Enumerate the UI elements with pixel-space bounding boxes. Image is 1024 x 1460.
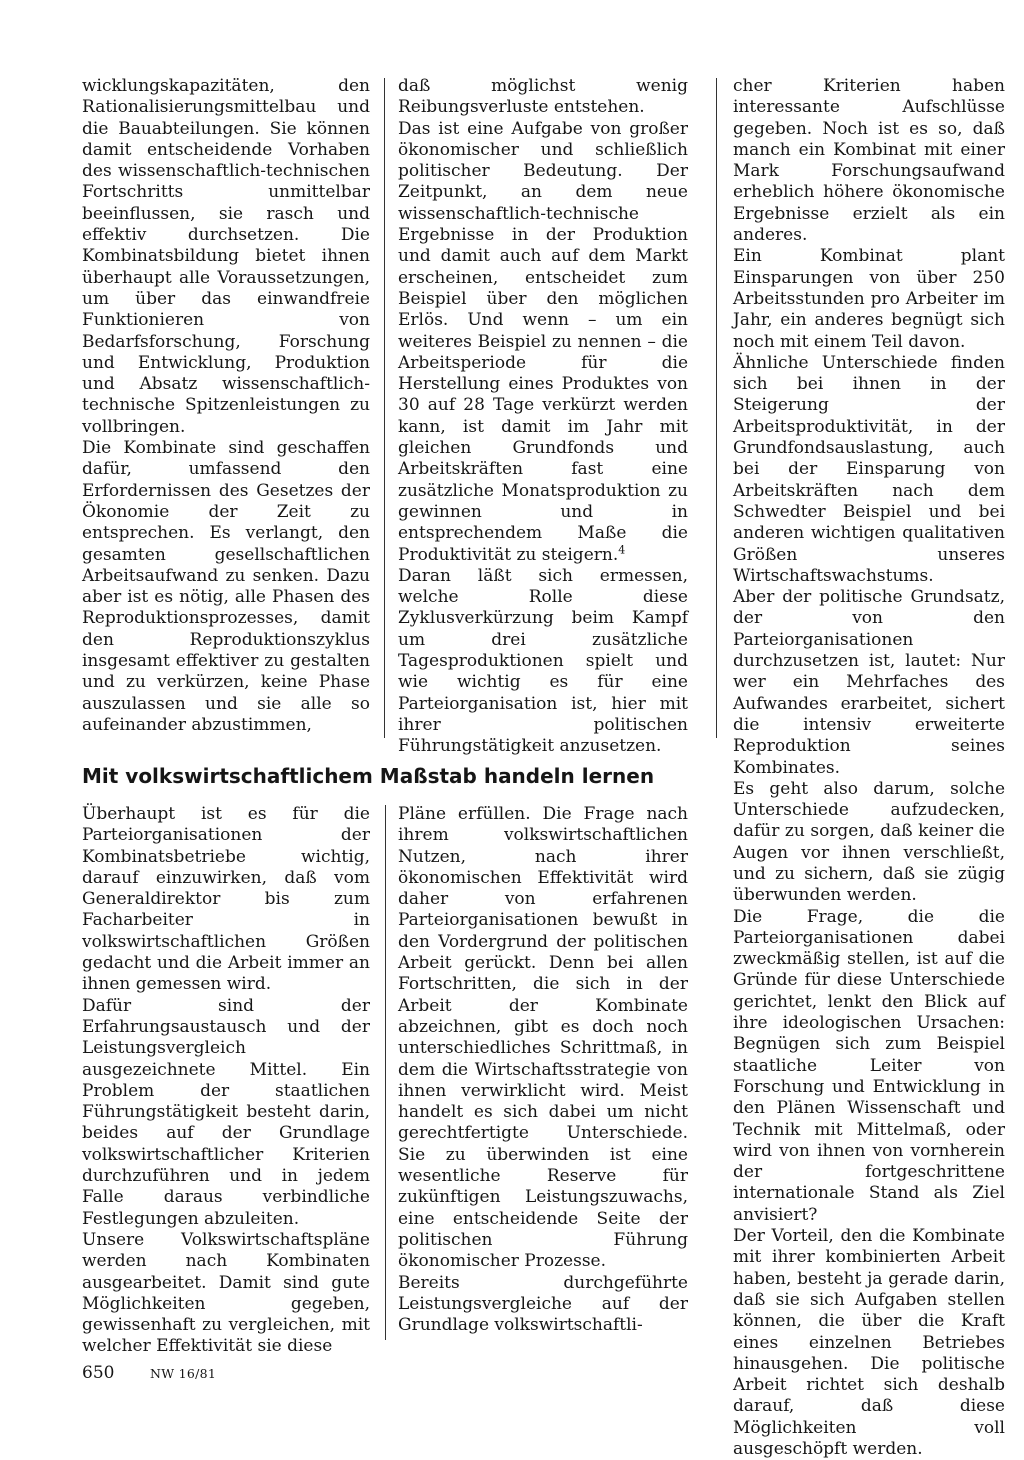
paragraph: Die Frage, die die Parteiorganisationen dabei zweckmäßig stellen, ist auf die Gründe für diese Unterschiede gerichtet, lenkt den Blick auf ihre ideologischen Ursachen: Begnügen sich zum Beispiel staatliche Leiter von Forschung und Entwicklung in den Plänen Wissenschaft und Technik mit Mittelmaß, oder wird von ihnen von vornherein der fortgeschrittene internationale Stand als Ziel anvisiert?: [733, 906, 1005, 1225]
section-heading: Mit volkswirtschaftlichem Maßstab handeln lernen: [82, 764, 655, 788]
paragraph: Aber der politische Grundsatz, der von den Parteiorganisationen durchzusetzen ist, lautet: Nur wer ein Mehrfaches des Aufwandes erarbeitet, sichert die intensiv erweiterte Reproduktion seines Kombinates.: [733, 587, 1005, 778]
page-number: 650: [82, 1363, 115, 1383]
paragraph: cher Kriterien haben interessante Aufschlüsse gegeben. Noch ist es so, daß manch ein Kombinat mit einer Mark Forschungsaufwand erheblich höhere ökonomische Ergebnisse erzielt als ein anderes.: [733, 76, 1005, 246]
paragraph: Pläne erfüllen. Die Frage nach ihrem volkswirtschaftlichen Nutzen, nach ihrer ökonomischen Effektivität wird daher von erfahrenen Parteiorganisationen bewußt in den Vordergrund der politischen Arbeit gerückt. Denn bei allen Fortschritten, die sich in der Arbeit der Kombinate abzeichnen, gibt es doch noch unterschiedliches Schrittmaß, in dem die Wirtschaftsstrategie von ihnen verwirklicht wird. Meist handelt es sich dabei um nicht gerechtfertigte Unterschiede. Sie zu überwinden ist eine wesentliche Reserve für zukünftigen Leistungszuwachs, eine entscheidende Seite der politischen Führung ökonomischer Prozesse.: [398, 804, 688, 1272]
paragraph: Ein Kombinat plant Einsparungen von über 250 Arbeitsstunden pro Arbeiter im Jahr, ein anderes begnügt sich noch mit einem Teil davon.: [733, 246, 1005, 352]
column-rule: [384, 78, 385, 738]
paragraph: Daran läßt sich ermessen, welche Rolle diese Zyklusverkürzung beim Kampf um drei zusätzliche Tagesproduktionen spielt und wie wichtig es für eine Parteiorganisation ist, hier mit ihrer politischen Führungstätigkeit anzusetzen.: [398, 565, 688, 757]
paragraph: wicklungskapazitäten, den Rationalisierungsmittelbau und die Bauabteilungen. Sie können damit entscheidende Vorhaben des wissenschaftlich-technischen Fortschritts unmittelbar beeinflussen, sie rasch und effektiv durchsetzen. Die Kombinatsbildung bietet ihnen überhaupt alle Voraussetzungen, um über das einwandfreie Funktionieren von Bedarfsforschung, Forschung und Entwicklung, Produktion und Absatz wissenschaftlich-technische Spitzenleistungen zu vollbringen.: [82, 76, 370, 437]
column-rule: [716, 78, 717, 738]
paragraph: Bereits durchgeführte Leistungsvergleiche auf der Grundlage volkswirtschaftli-: [398, 1272, 688, 1336]
column-2-bottom: [398, 804, 688, 1336]
paragraph: Überhaupt ist es für die Parteiorganisationen der Kombinatsbetriebe wichtig, darauf einzuwirken, daß vom Generaldirektor bis zum Facharbeiter in volkswirtschaftlichen Größen gedacht und die Arbeit immer an ihnen gemessen wird.: [82, 804, 370, 995]
paragraph: [398, 119, 688, 566]
column-3: [733, 76, 1005, 1460]
paragraph: Die Kombinate sind geschaffen dafür, umfassend den Erfordernissen des Gesetzes der Ökonomie der Zeit zu entsprechen. Es verlangt, den gesamten gesellschaftlichen Arbeitsaufwand zu senken. Dazu aber ist es nötig, alle Phasen des Reproduktionsprozesses, damit den Reproduktionszyklus insgesamt effektiver zu gestalten und zu verkürzen, keine Phase auszulassen und sie alle so aufeinander abzustimmen,: [82, 438, 370, 735]
column-1-top: [82, 76, 370, 736]
footnote-reference: 4: [618, 542, 626, 556]
paragraph-text: Das ist eine Aufgabe von großer ökonomischer und schließlich politischer Bedeutung. Der Zeitpunkt, an dem neue wissenschaftlich-technische Ergebnisse in der Produktion und damit auch auf dem Markt erscheinen, entscheidet zum Beispiel über den möglichen Erlös. Und wenn – um ein weiteres Beispiel zu nennen – die Arbeitsperiode für die Herstellung eines Produktes von 30 auf 28 Tage verkürzt werden kann, ist damit im Jahr mit gleichen Grundfonds und Arbeitskräften fast eine zusätzliche Monatsproduktion zu gewinnen und in entsprechendem Maße die Produktivität zu steigern.: [398, 118, 688, 565]
column-2-top: [398, 76, 688, 758]
paragraph: daß möglichst wenig Reibungsverluste entstehen.: [398, 76, 688, 118]
paragraph: Der Vorteil, den die Kombinate mit ihrer kombinierten Arbeit haben, besteht ja gerade darin, daß sie sich Aufgaben stellen können, die über die Kraft eines einzelnen Betriebes hinausgehen. Die politische Arbeit richtet sich deshalb darauf, daß diese Möglichkeiten voll ausgeschöpft werden.: [733, 1226, 1005, 1459]
column-1-bottom: [82, 804, 370, 1358]
paragraph: Ähnliche Unterschiede finden sich bei ihnen in der Steigerung der Arbeitsproduktivität, in der Grundfondsauslastung, auch bei der Einsparung von Arbeitskräften nach dem Schwedter Beispiel und bei anderen wichtigen qualitativen Größen unseres Wirtschaftswachstums.: [733, 352, 1005, 586]
journal-issue: NW 16/81: [150, 1366, 217, 1381]
column-rule: [385, 805, 386, 1340]
paragraph: Dafür sind der Erfahrungsaustausch und der Leistungsvergleich ausgezeichnete Mittel. Ein Problem der staatlichen Führungstätigkeit besteht darin, beides auf der Grundlage volkswirtschaftlicher Kriterien durchzuführen und in jedem Falle daraus verbindliche Festlegungen abzuleiten.: [82, 995, 370, 1229]
paragraph: Es geht also darum, solche Unterschiede aufzudecken, dafür zu sorgen, daß keiner die Augen vor ihnen verschließt, und zu sichern, daß sie zügig überwunden werden.: [733, 778, 1005, 906]
paragraph: Unsere Volkswirtschaftspläne werden nach Kombinaten ausgearbeitet. Damit sind gute Möglichkeiten gegeben, gewissenhaft zu vergleichen, mit welcher Effektivität sie diese: [82, 1229, 370, 1357]
